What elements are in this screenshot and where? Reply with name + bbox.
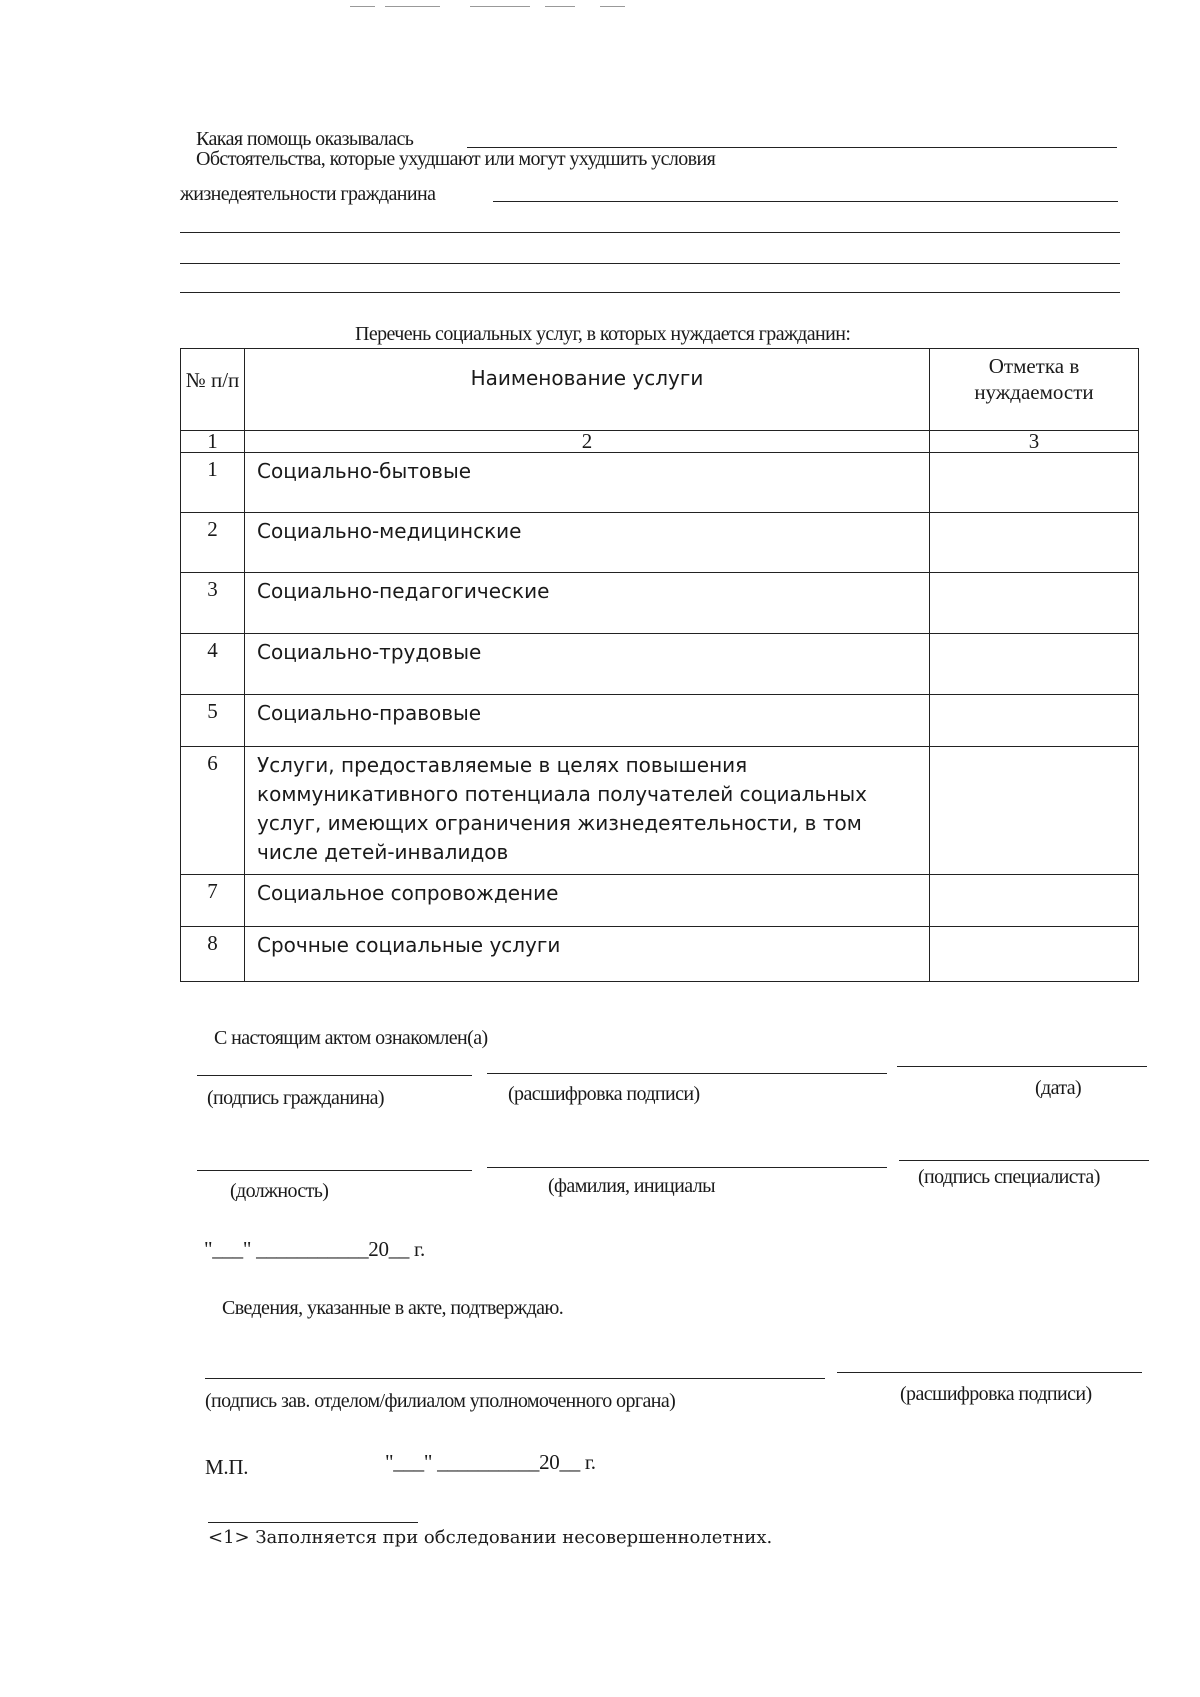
head-signature-caption: (подпись зав. отделом/филиалом уполномоченного органа) — [205, 1390, 676, 1412]
scan-mark — [385, 6, 440, 7]
circumstances-field-line[interactable] — [180, 232, 1120, 233]
position-caption: (должность) — [230, 1180, 329, 1202]
circumstances-label-line1: Обстоятельства, которые ухудшают или могут ухудшить условия — [196, 148, 716, 170]
circumstances-field-line[interactable] — [180, 292, 1120, 293]
table-row — [181, 875, 1139, 927]
specialist-signature-line[interactable] — [899, 1160, 1149, 1161]
citizen-signature-caption: (подпись гражданина) — [207, 1087, 384, 1109]
scan-mark — [350, 6, 375, 7]
row-number: 2 — [181, 513, 245, 573]
table-row — [181, 927, 1139, 982]
scan-mark — [600, 6, 625, 7]
footnote-text: <1> Заполняется при обследовании несовершеннолетних. — [208, 1527, 773, 1548]
table-row — [181, 573, 1139, 634]
head-signature-line[interactable] — [205, 1378, 825, 1379]
service-name: Социально-бытовые — [245, 453, 930, 513]
row-number: 8 — [181, 927, 245, 982]
surname-initials-line[interactable] — [487, 1167, 887, 1168]
column-numbers-row — [181, 431, 1139, 453]
table-row — [181, 695, 1139, 747]
position-line[interactable] — [197, 1170, 472, 1171]
stamp-label: М.П. — [205, 1455, 249, 1479]
service-name: Социальное сопровождение — [245, 875, 930, 927]
services-table — [180, 348, 1139, 982]
need-mark-cell[interactable] — [930, 927, 1139, 982]
service-name: Социально-правовые — [245, 695, 930, 747]
table-row — [181, 634, 1139, 695]
service-name: Услуги, предоставляемые в целях повышения коммуникативного потенциала получателей социальных услуг, имеющих ограничения жизнедеятельности, в том числе детей-инвалидов — [245, 747, 930, 875]
need-mark-cell[interactable] — [930, 875, 1139, 927]
row-number: 4 — [181, 634, 245, 695]
column-number: 1 — [181, 431, 245, 453]
signature-decoding-line[interactable] — [487, 1073, 887, 1074]
footnote-separator — [208, 1522, 418, 1523]
table-row — [181, 747, 1139, 875]
signature-decoding-caption: (расшифровка подписи) — [508, 1083, 700, 1105]
specialist-signature-caption: (подпись специалиста) — [918, 1166, 1100, 1188]
circumstances-label-line2: жизнедеятельности гражданина — [180, 183, 436, 205]
head-signature-decoding-caption: (расшифровка подписи) — [900, 1383, 1092, 1405]
header-mark: Отметка в нуждаемости — [930, 349, 1139, 431]
need-mark-cell[interactable] — [930, 453, 1139, 513]
scan-mark — [470, 6, 530, 7]
service-name: Социально-педагогические — [245, 573, 930, 634]
need-mark-cell[interactable] — [930, 747, 1139, 875]
row-number: 6 — [181, 747, 245, 875]
row-number: 1 — [181, 453, 245, 513]
date-caption: (дата) — [1035, 1077, 1082, 1099]
table-row — [181, 453, 1139, 513]
row-number: 5 — [181, 695, 245, 747]
help-label: Какая помощь оказывалась — [196, 128, 414, 150]
head-signature-decoding-line[interactable] — [837, 1372, 1142, 1373]
date-line[interactable] — [897, 1066, 1147, 1067]
circumstances-field-line[interactable] — [180, 263, 1120, 264]
citizen-signature-line[interactable] — [197, 1075, 472, 1076]
row-number: 7 — [181, 875, 245, 927]
header-name: Наименование услуги — [245, 349, 930, 431]
acknowledge-date: "___" ___________20__ г. — [204, 1237, 425, 1261]
service-name: Социально-медицинские — [245, 513, 930, 573]
column-number: 3 — [930, 431, 1139, 453]
table-row — [181, 513, 1139, 573]
need-mark-cell[interactable] — [930, 634, 1139, 695]
need-mark-cell[interactable] — [930, 513, 1139, 573]
service-name: Социально-трудовые — [245, 634, 930, 695]
column-number: 2 — [245, 431, 930, 453]
circumstances-field-line[interactable] — [493, 201, 1118, 202]
scan-mark — [545, 6, 575, 7]
surname-initials-caption: (фамилия, инициалы — [548, 1175, 715, 1197]
table-header-row — [181, 349, 1139, 431]
service-name: Срочные социальные услуги — [245, 927, 930, 982]
services-title: Перечень социальных услуг, в которых нуждается гражданин: — [355, 323, 851, 345]
confirm-text: Сведения, указанные в акте, подтверждаю. — [222, 1297, 564, 1319]
acknowledge-text: С настоящим актом ознакомлен(а) — [214, 1027, 488, 1049]
row-number: 3 — [181, 573, 245, 634]
need-mark-cell[interactable] — [930, 695, 1139, 747]
confirm-date: "___" __________20__ г. — [385, 1450, 596, 1474]
need-mark-cell[interactable] — [930, 573, 1139, 634]
header-num: № п/п — [181, 349, 245, 431]
